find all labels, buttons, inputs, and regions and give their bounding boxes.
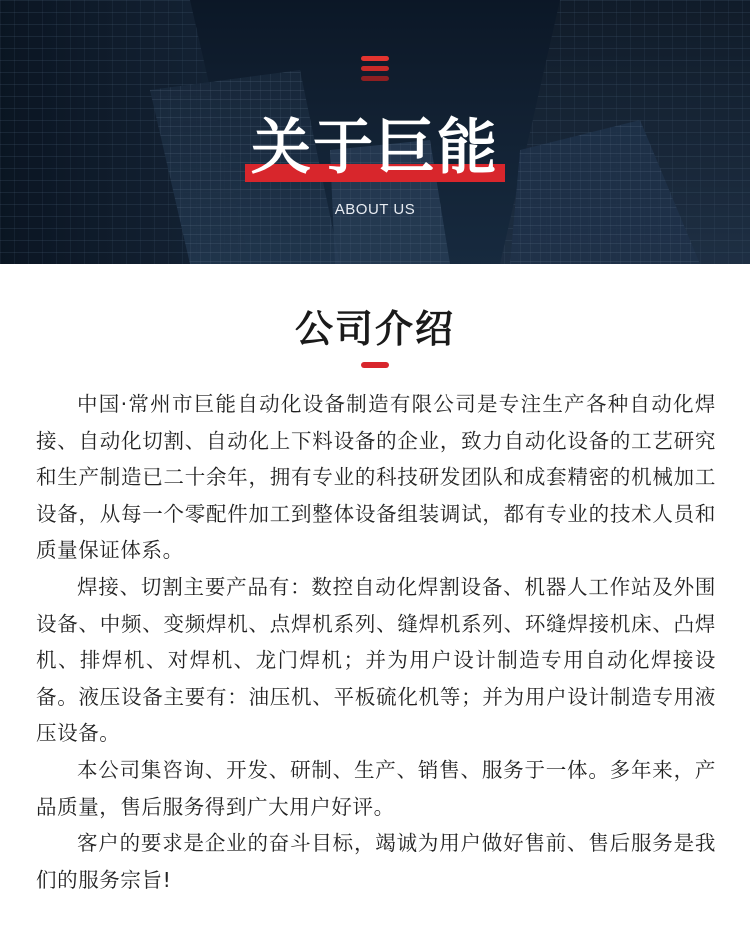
section-title: 公司介绍 xyxy=(294,307,455,351)
mission-paragraph: 客户的要求是企业的奋斗目标，竭诚为用户做好售前、售后服务是我们的服务宗旨! xyxy=(36,831,716,892)
about-banner xyxy=(0,0,750,264)
intro-paragraph: 中国·常州市巨能自动化设备制造有限公司是专注生产各种自动化焊接、自动化切割、自动化上下料设备的企业，致力自动化设备的工艺研究和生产制造已二十余年，拥有专业的科技研发团队和成套精密的机械加工设备，从每一个零配件加工到整体设备组装调试，都有专业的技术人员和质量保证体系。 xyxy=(36,392,716,563)
banner-title-block xyxy=(245,112,505,184)
services-paragraph: 本公司集咨询、开发、研制、生产、销售、服务于一体。多年来，产品质量，售后服务得到广大用户好评。 xyxy=(36,757,716,819)
menu-icon xyxy=(361,56,389,84)
banner-title: 关于巨能 xyxy=(251,113,499,183)
banner-subtitle: ABOUT US xyxy=(334,201,416,218)
products-paragraph: 焊接、切割主要产品有：数控自动化焊割设备、机器人工作站及外围设备、中频、变频焊机、点焊机系列、缝焊机系列、环缝焊接机床、凸焊机、排焊机、对焊机、龙门焊机；并为用户设计制造专用自动化焊接设备。液压设备主要有：油压机、平板硫化机等；并为用户设计制造专用液压设备。 xyxy=(36,574,716,746)
section-title-accent-bar xyxy=(361,362,389,368)
company-intro-text xyxy=(36,386,716,898)
